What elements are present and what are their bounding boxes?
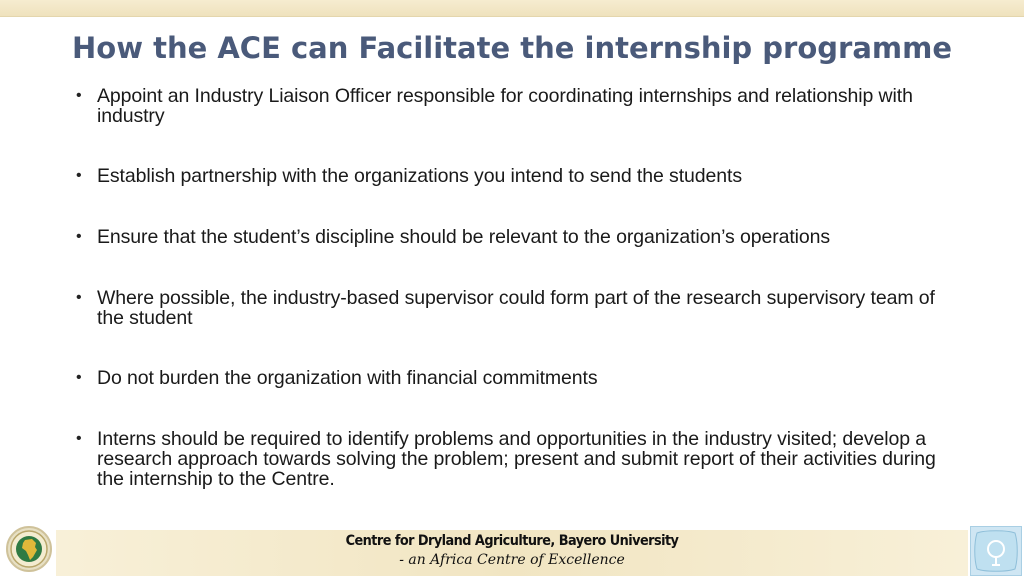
bullet-dot: •: [76, 87, 82, 104]
footer-tagline: - an Africa Centre of Excellence: [399, 552, 625, 568]
tree-emblem-logo: [970, 526, 1022, 576]
bullet-dot: •: [76, 167, 82, 184]
bullet-text: Ensure that the student’s discipline should be relevant to the organization’s operations: [97, 226, 831, 248]
bullet-dot: •: [76, 369, 82, 386]
slide-title: How the ACE can Facilitate the internship programme: [72, 31, 952, 65]
footer-institution: Centre for Dryland Agriculture, Bayero University: [345, 533, 679, 549]
bullet-text: Where possible, the industry-based supervisor could form part of the research supervisory team of the student: [97, 287, 935, 329]
bullet-item: [76, 429, 966, 489]
bullet-item: [76, 288, 966, 328]
ace-seal-logo: [6, 526, 52, 572]
bullet-dot: •: [76, 228, 82, 245]
bullet-text: Interns should be required to identify problems and opportunities in the industry visited; develop a research approach towards solving the problem; present and submit report of their activities during the internship to the Centre.: [97, 428, 936, 490]
africa-map-icon: [8, 528, 50, 570]
bullet-text: Do not burden the organization with financial commitments: [97, 367, 598, 389]
bullet-dot: •: [76, 289, 82, 306]
bullet-text: Appoint an Industry Liaison Officer responsible for coordinating internships and relationship with industry: [97, 85, 913, 127]
bullet-item: [76, 86, 966, 126]
bullet-item: [76, 166, 966, 186]
bullet-item: [76, 227, 966, 247]
tree-icon: [971, 527, 1021, 575]
bullet-text: Establish partnership with the organizations you intend to send the students: [97, 165, 742, 187]
bullet-dot: •: [76, 430, 82, 447]
bullet-item: [76, 368, 966, 388]
footer-band: [56, 530, 968, 576]
top-decorative-band: [0, 0, 1024, 17]
